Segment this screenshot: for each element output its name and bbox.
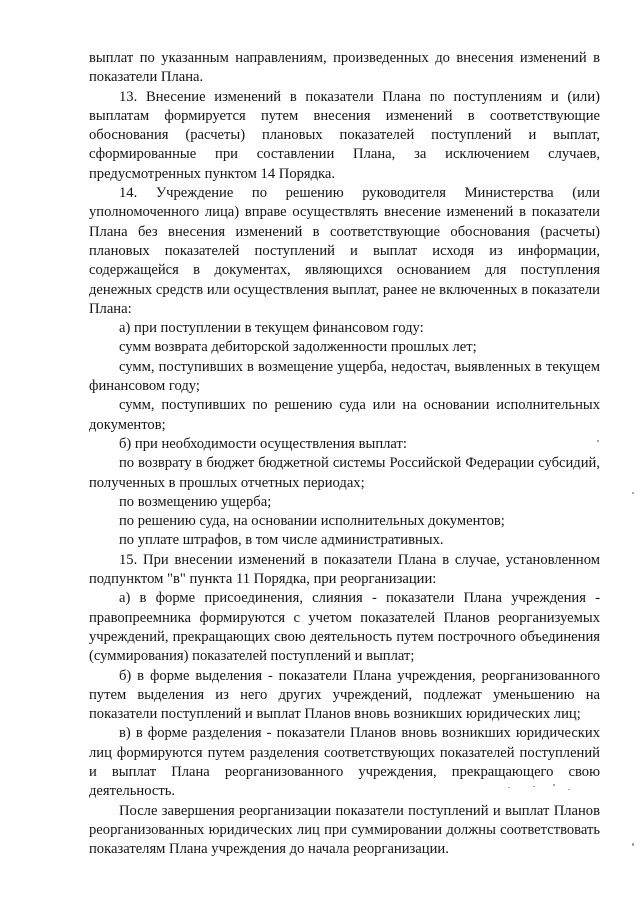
subitem-b-payments: б) при необходимости осуществления выплат: (119, 435, 407, 452)
subitem-b-spin-off: б) в форме выделения - показатели Плана учреждения, реорганизованного путем выделения из него других учреждений, подлежат уменьшению на показатели поступлений и выплат Планов вновь возникших юридических лиц; (89, 667, 600, 723)
scan-speck (568, 789, 570, 790)
paragraph-continuation: выплат по указанным направлениям, произведенных до внесения изменений в показатели Плана. (89, 50, 600, 86)
subitem-subsidy-return: по возврату в бюджет бюджетной системы Российской Федерации субсидий, полученных в прошлых отчетных периодах; (89, 455, 600, 491)
paragraph-item-13: 13. Внесение изменений в показатели Плана по поступлениям и (или) выплатам формируется путем внесения изменений в соответствующие обоснования (расчеты) плановых показателей поступлений и выплат, сформированные при составлении Плана, за исключением случаев, предусмотренных пунктом 14 Порядка. (89, 88, 600, 182)
paragraph-item-15: 15. При внесении изменений в показатели Плана в случае, установленном подпунктом "в" пункта 11 Порядка, при реорганизации: (89, 551, 600, 588)
paragraph-item-14: 14. Учреждение по решению руководителя Министерства (или уполномоченного лица) вправе осуществлять внесение изменений в показатели Плана без внесения изменений в соответствующие обоснования (расчеты) плановых показателей поступлений и выплат исходя из информации, содержащейся в документах, являющихся основанием для поступления денежных средств или осуществления выплат, ранее не включенных в показатели Плана: (89, 185, 600, 317)
subitem-a-receipts: а) при поступлении в текущем финансовом году: (119, 320, 424, 337)
subitem-receivables-return: сумм возврата дебиторской задолженности прошлых лет; (119, 339, 477, 356)
scan-speck (533, 786, 535, 787)
subitem-fines: по уплате штрафов, в том числе административных. (119, 532, 444, 549)
paragraph-after-reorganization: После завершения реорганизации показатели поступлений и выплат Планов реорганизованных юридических лиц при суммировании должны соответствовать показателям Плана учреждения до начала реорганизации. (89, 802, 600, 858)
subitem-court-decision-payments: по решению суда, на основании исполнительных документов; (119, 513, 505, 530)
subitem-a-merger: а) в форме присоединения, слияния - показатели Плана учреждения - правопреемника формируются с учетом показателей Планов реорганизуемых учреждений, прекращающих свою деятельность путем построчного объединения (суммирования) показателей поступлений и выплат; (89, 590, 600, 665)
scan-speck (632, 843, 634, 846)
subitem-court-decision-receipts: сумм, поступивших по решению суда или на основании исполнительных документов; (89, 397, 600, 433)
scan-speck (508, 787, 510, 788)
scan-speck (632, 492, 634, 494)
subitem-c-division: в) в форме разделения - показатели Планов вновь возникших юридических лиц формируются путем разделения соответствующих показателей поступлений и выплат Плана реорганизованного учреждения, прекращающего свою деятельность. (89, 725, 600, 800)
scan-speck (553, 784, 555, 786)
scan-speck (597, 440, 599, 442)
document-body (89, 49, 600, 859)
subitem-damage-compensation: сумм, поступивших в возмещение ущерба, недостач, выявленных в текущем финансовом году; (89, 358, 600, 395)
subitem-damage-payment: по возмещению ущерба; (119, 493, 272, 510)
